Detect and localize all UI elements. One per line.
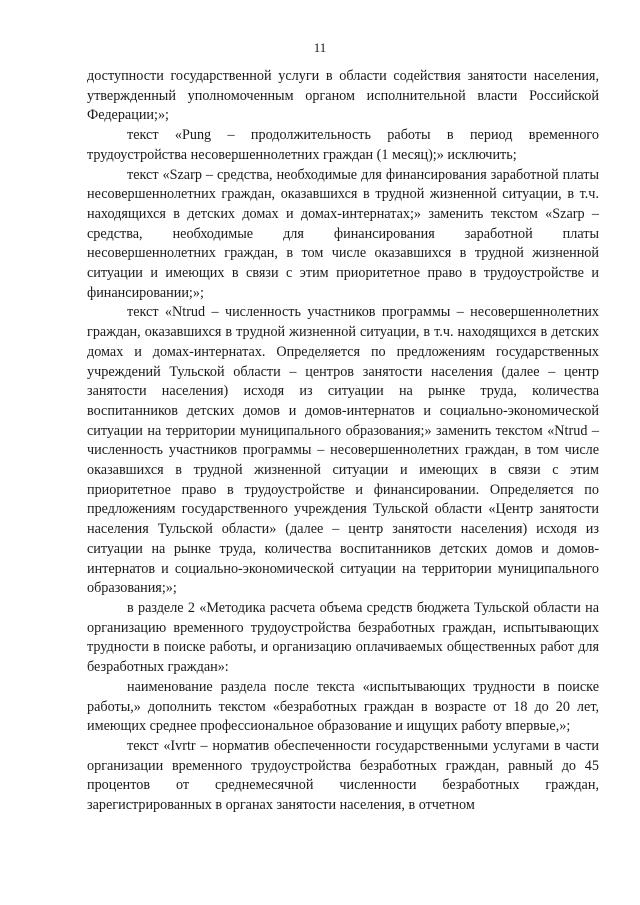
paragraph-1: доступности государственной услуги в области содействия занятости населения, утвержденный уполномоченным органом исполнительной власти Российской Федерации;»; <box>87 68 599 124</box>
paragraph-6: наименование раздела после текста «испытывающих трудности в поиске работы,» дополнить текстом «безработных граждан в возрасте от 18 до 20 лет, имеющих среднее профессиональное образование и ищущих работу впервые,»; <box>87 678 599 735</box>
page-number: 11 <box>313 40 327 55</box>
paragraph-7: текст «Ivrtr – норматив обеспеченности государственными услугами в части организации временного трудоустройства безработных граждан, равный до 45 процентов от среднемесячной численности безработных граждан, зарегистрированных в органах занятости населения, в отчетном <box>87 737 599 814</box>
paragraph-4: текст «Ntrud – численность участников программы – несовершеннолетних граждан, оказавшихся в трудной жизненной ситуации, в т.ч. находящихся в детских домах и домах-интернатах. Определяется по предложениям государственных учреждений Тульской области – центров занятости населения (далее – центр занятости населения) исходя из ситуации на рынке труда, количества воспитанников детских домов и домов-интернатов и социально-экономической ситуации на территории муниципального образования;» заменить текстом «Ntrud – численность участников программы – несовершеннолетних граждан, в том числе оказавшихся в трудной жизненной ситуации и имеющих в связи с этим приоритетное право в трудоустройстве и финансировании. Определяется по предложениям государственного учреждения Тульской области «Центр занятости населения Тульской области» (далее – центр занятости населения) исходя из ситуации на рынке труда, количества воспитанников детских домов и домов-интернатов и социально-экономической ситуации на территории муниципального образования;»; <box>87 304 599 597</box>
paragraph-3: текст «Szarp – средства, необходимые для финансирования заработной платы несовершеннолетних граждан, оказавшихся в трудной жизненной ситуации, в т.ч. находящихся в детских домах и домах-интернатах;» заменить текстом «Szarp – средства, необходимые для финансирования заработной платы несовершеннолетних граждан, в том числе оказавшихся в трудной жизненной ситуации и имеющих в связи с этим приоритетное право в трудоустройстве и финансировании;»; <box>87 166 599 301</box>
document-body <box>87 67 599 816</box>
paragraph-2: текст «Рung – продолжительность работы в период временного трудоустройства несовершеннолетних граждан (1 месяц);» исключить; <box>87 127 599 163</box>
paragraph-5: в разделе 2 «Методика расчета объема средств бюджета Тульской области на организацию временного трудоустройства безработных граждан, испытывающих трудности в поиске работы, и организацию оплачиваемых общественных работ для безработных граждан»: <box>87 599 599 676</box>
